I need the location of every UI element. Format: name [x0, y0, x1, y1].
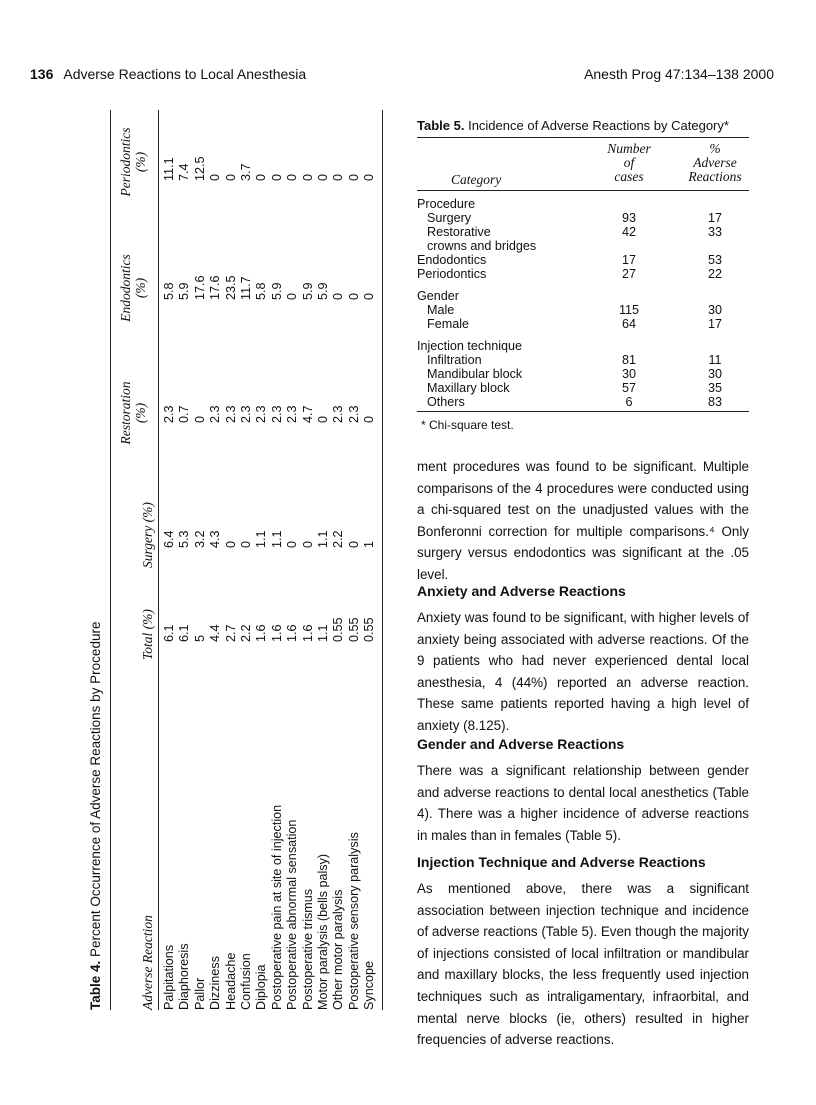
cell-percent-adverse: 22: [707, 267, 722, 281]
t4-cell-endodontics: 5.8: [254, 282, 269, 300]
running-header-left: [30, 66, 306, 82]
table-row: [254, 110, 269, 1010]
t4-cell-surgery: 6.4: [162, 530, 176, 548]
t4-cell-surgery: 0: [300, 540, 315, 548]
t5-col-number-line3: cases: [614, 169, 644, 184]
t4-cell-restoration: 0: [315, 415, 330, 423]
table-row: [208, 110, 223, 1010]
table-4-bottom-rule: [382, 110, 383, 1010]
t4-cell-surgery: 1.1: [254, 530, 269, 548]
paragraph-procedures: ment procedures was found to be significant. Multiple comparisons of the 4 procedures were conducted using a chi-squared test on the unadjusted values with the Bonferonni correction for multiple comparisons.⁴ Only surgery versus endodontics was significant at the .05 level.: [417, 459, 749, 582]
t4-cell-endodontics: 0: [331, 292, 346, 300]
t4-cell-restoration: 2.3: [269, 405, 284, 423]
row-label: Infiltration: [427, 353, 482, 367]
t4-cell-periodontics: 0: [300, 173, 315, 181]
t4-cell-periodontics: 12.5: [192, 156, 207, 181]
t4-cell-restoration: 2.3: [162, 405, 176, 423]
t4-cell-periodontics: 0: [331, 173, 346, 181]
heading-injection: Injection Technique and Adverse Reactions: [417, 854, 706, 870]
t5-col-number: [593, 142, 665, 184]
journal-citation: Anesth Prog 47:134–138 2000: [584, 66, 774, 82]
t4-cell-reaction: Postoperative sensory paralysis: [346, 832, 361, 1010]
t4-cell-restoration: 2.3: [238, 405, 253, 423]
t4-col-reaction: Adverse Reaction: [140, 915, 155, 1010]
row-label: Maxillary block: [427, 381, 510, 395]
table-5-body: [417, 191, 749, 411]
t4-cell-surgery: 2.2: [331, 530, 346, 548]
table-5-caption: [417, 118, 749, 133]
t5-col-number-line2: of: [623, 155, 635, 170]
t5-col-percent: [679, 142, 751, 184]
cell-number-of-cases: 27: [621, 267, 636, 281]
cell-percent-adverse: 17: [707, 317, 722, 331]
table-row: [417, 239, 749, 253]
t4-col-restoration: Restoration (%): [118, 381, 148, 445]
cell-percent-adverse: 11: [708, 353, 722, 367]
table-row: [239, 110, 254, 1010]
table-5-label: Table 5.: [417, 118, 465, 133]
t4-cell-total: 0.55: [362, 617, 377, 642]
table-5-footnote: * Chi-square test.: [421, 418, 514, 432]
t4-cell-reaction: Diplopia: [254, 964, 269, 1010]
t4-cell-reaction: Postoperative abnormal sensation: [285, 819, 300, 1010]
row-label: Restorative: [427, 225, 491, 239]
t4-cell-surgery: 5.3: [177, 530, 192, 548]
t4-cell-periodontics: 0: [285, 173, 300, 181]
cell-number-of-cases: 42: [621, 225, 636, 239]
table-row: [417, 303, 749, 317]
t4-cell-restoration: 2.3: [346, 405, 361, 423]
table-row: [417, 381, 749, 395]
table-5-bottom-rule: [417, 411, 749, 412]
t4-cell-endodontics: 5.9: [269, 282, 284, 300]
table-4-header-rule: [158, 110, 159, 1010]
t4-cell-periodontics: 0: [223, 173, 238, 181]
table-4-top-rule: [110, 110, 111, 1010]
t4-cell-total: 0.55: [331, 617, 346, 642]
cell-number-of-cases: 93: [621, 211, 636, 225]
t4-cell-reaction: Motor paralysis (bells palsy): [315, 853, 330, 1010]
t4-cell-surgery: 0: [238, 540, 253, 548]
t4-cell-total: 1.1: [315, 624, 330, 642]
table-row: [316, 110, 331, 1010]
t4-cell-total: 6.1: [177, 624, 192, 642]
t4-cell-surgery: 1.1: [315, 530, 330, 548]
table-row: [417, 267, 749, 281]
t4-cell-reaction: Diaphoresis: [177, 943, 192, 1010]
t4-cell-reaction: Postoperative trismus: [300, 888, 315, 1010]
t4-cell-surgery: 4.3: [208, 530, 223, 548]
t4-cell-endodontics: 17.6: [208, 275, 223, 300]
t4-cell-total: 1.6: [254, 624, 269, 642]
row-label: Others: [427, 395, 465, 409]
group-label: Procedure: [417, 197, 476, 211]
t4-cell-periodontics: 0: [269, 173, 284, 181]
table-row: [162, 110, 177, 1010]
t5-col-percent-line1: %: [709, 141, 721, 156]
table-4: [88, 110, 377, 1010]
group-label: Gender: [417, 289, 460, 303]
group-label: Injection technique: [417, 339, 523, 353]
cell-percent-adverse: 33: [707, 225, 722, 239]
table-row: [417, 225, 749, 239]
t4-cell-restoration: 0: [362, 415, 377, 423]
t4-cell-surgery: 1: [362, 540, 377, 548]
t4-cell-surgery: 0: [285, 540, 300, 548]
cell-number-of-cases: 6: [625, 395, 633, 409]
t4-cell-periodontics: 7.4: [177, 163, 192, 181]
t4-cell-reaction: Palpitations: [162, 944, 176, 1010]
table-row: [417, 211, 749, 225]
t4-cell-reaction: Syncope: [362, 960, 377, 1010]
t4-cell-endodontics: 0: [285, 292, 300, 300]
t4-col-total: Total (%): [140, 609, 155, 660]
table-4-label: Table 4.: [88, 960, 103, 1010]
t5-col-percent-line2: Adverse: [693, 155, 737, 170]
t4-cell-reaction: Confusion: [238, 953, 253, 1010]
t4-cell-endodontics: 23.5: [223, 275, 238, 300]
t4-cell-periodontics: 11.1: [162, 157, 176, 181]
row-label: Endodontics: [417, 253, 487, 267]
t4-col-periodontics: Periodontics (%): [118, 127, 148, 197]
table-4-title: Percent Occurrence of Adverse Reactions by Procedure: [88, 621, 103, 957]
cell-number-of-cases: 81: [621, 353, 636, 367]
cell-number-of-cases: 57: [621, 381, 636, 395]
table-5-title: Incidence of Adverse Reactions by Category*: [468, 118, 729, 133]
t4-cell-periodontics: 0: [315, 173, 330, 181]
table-row: [224, 110, 239, 1010]
t4-cell-restoration: 0.7: [177, 405, 192, 423]
t4-cell-periodontics: 0: [208, 173, 223, 181]
t4-col-surgery: Surgery (%): [140, 502, 155, 568]
cell-number-of-cases: 30: [621, 367, 636, 381]
t4-cell-reaction: Headache: [223, 952, 238, 1010]
t4-cell-endodontics: 17.6: [192, 275, 207, 300]
row-label: Periodontics: [417, 267, 487, 281]
t5-col-number-line1: Number: [607, 141, 651, 156]
t4-cell-total: 2.7: [223, 624, 238, 642]
t4-cell-reaction: Postoperative pain at site of injection: [269, 804, 284, 1010]
cell-percent-adverse: 17: [707, 211, 722, 225]
paragraph-gender: There was a significant relationship between gender and adverse reactions to dental local anesthetics (Table 4). There was a higher incidence of adverse reactions in males than in females (Table 5).: [417, 763, 749, 843]
t4-cell-endodontics: 5.9: [300, 282, 315, 300]
t4-cell-total: 1.6: [300, 624, 315, 642]
t4-cell-surgery: 3.2: [192, 530, 207, 548]
table-row: [301, 110, 316, 1010]
t4-cell-surgery: 0: [346, 540, 361, 548]
row-label: Surgery: [427, 211, 472, 225]
table-5: [417, 118, 749, 432]
t4-cell-restoration: 2.3: [223, 405, 238, 423]
table-row: [347, 110, 362, 1010]
t4-cell-restoration: 0: [192, 415, 207, 423]
t4-cell-reaction: Other motor paralysis: [331, 889, 346, 1010]
t4-cell-endodontics: 0: [362, 292, 377, 300]
cell-percent-adverse: 30: [707, 367, 722, 381]
table-row: [270, 110, 285, 1010]
t4-cell-reaction: Dizziness: [208, 956, 223, 1010]
table-5-header: [417, 138, 749, 190]
t4-cell-endodontics: 0: [346, 292, 361, 300]
table-4-body: [162, 110, 377, 1010]
cell-percent-adverse: 30: [707, 303, 722, 317]
table-row: [193, 110, 208, 1010]
page-number: 136: [30, 66, 54, 82]
t4-cell-periodontics: 3.7: [238, 163, 253, 181]
t4-cell-total: 1.6: [269, 624, 284, 642]
t4-cell-endodontics: 5.9: [177, 282, 192, 300]
cell-number-of-cases: 17: [621, 253, 636, 267]
t4-cell-total: 0.55: [346, 617, 361, 642]
table-group-heading: [417, 289, 749, 303]
cell-percent-adverse: 83: [707, 395, 722, 409]
row-label: crowns and bridges: [427, 239, 537, 253]
t4-cell-periodontics: 0: [362, 173, 377, 181]
t4-cell-endodontics: 5.8: [162, 282, 176, 300]
paragraph-anxiety: Anxiety was found to be significant, with higher levels of anxiety being associated with adverse reactions. Of the 9 patients who had never experienced dental local anesthesia, 4 (44%) reported an adverse reaction. These same patients reported having a high level of anxiety (8.125).: [417, 610, 749, 733]
table-row: [417, 317, 749, 331]
t4-cell-restoration: 4.7: [300, 405, 315, 423]
table-row: [417, 253, 749, 267]
t4-cell-total: 6.1: [162, 624, 176, 642]
table-group-heading: [417, 339, 749, 353]
cell-number-of-cases: 115: [618, 303, 640, 317]
t4-cell-surgery: 1.1: [269, 530, 284, 548]
row-label: Male: [427, 303, 455, 317]
t4-cell-endodontics: 11.7: [238, 276, 253, 300]
table-row: [417, 367, 749, 381]
heading-gender: Gender and Adverse Reactions: [417, 736, 625, 752]
table-row: [417, 395, 749, 409]
row-label: Female: [427, 317, 469, 331]
t5-col-percent-line3: Reactions: [688, 169, 742, 184]
row-label: Mandibular block: [427, 367, 523, 381]
t4-cell-restoration: 2.3: [208, 405, 223, 423]
cell-percent-adverse: 53: [707, 253, 722, 267]
t4-cell-periodontics: 0: [346, 173, 361, 181]
cell-number-of-cases: 64: [621, 317, 636, 331]
t4-cell-restoration: 2.3: [331, 405, 346, 423]
table-group-heading: [417, 197, 749, 211]
cell-percent-adverse: 35: [707, 381, 722, 395]
heading-anxiety: Anxiety and Adverse Reactions: [417, 583, 626, 599]
table-4-caption: [88, 622, 103, 1010]
table-row: [285, 110, 300, 1010]
running-title: Adverse Reactions to Local Anesthesia: [63, 66, 307, 82]
t4-col-endodontics: Endodontics (%): [118, 254, 148, 322]
table-row: [362, 110, 377, 1010]
t4-cell-restoration: 2.3: [285, 405, 300, 423]
t4-cell-periodontics: 0: [254, 173, 269, 181]
t4-cell-total: 4.4: [208, 624, 223, 642]
t4-cell-surgery: 0: [223, 540, 238, 548]
t4-cell-endodontics: 5.9: [315, 282, 330, 300]
table-row: [177, 110, 192, 1010]
t4-cell-reaction: Pallor: [192, 977, 207, 1010]
paragraph-injection: As mentioned above, there was a significant association between injection technique and incidence of adverse reactions (Table 5). Even though the majority of injections consisted of local infiltration or mandibular and maxillary blocks, the less frequently used injection techniques such as intraligamentary, infraorbital, and mental nerve blocks (ie, others) resulted in higher frequencies of adverse reactions.: [417, 881, 749, 1048]
t4-cell-total: 2.2: [238, 624, 253, 642]
t4-cell-total: 5: [192, 634, 207, 642]
t4-cell-restoration: 2.3: [254, 405, 269, 423]
t5-col-category: Category: [451, 172, 502, 187]
table-row: [417, 353, 749, 367]
t4-cell-total: 1.6: [285, 624, 300, 642]
table-row: [331, 110, 346, 1010]
